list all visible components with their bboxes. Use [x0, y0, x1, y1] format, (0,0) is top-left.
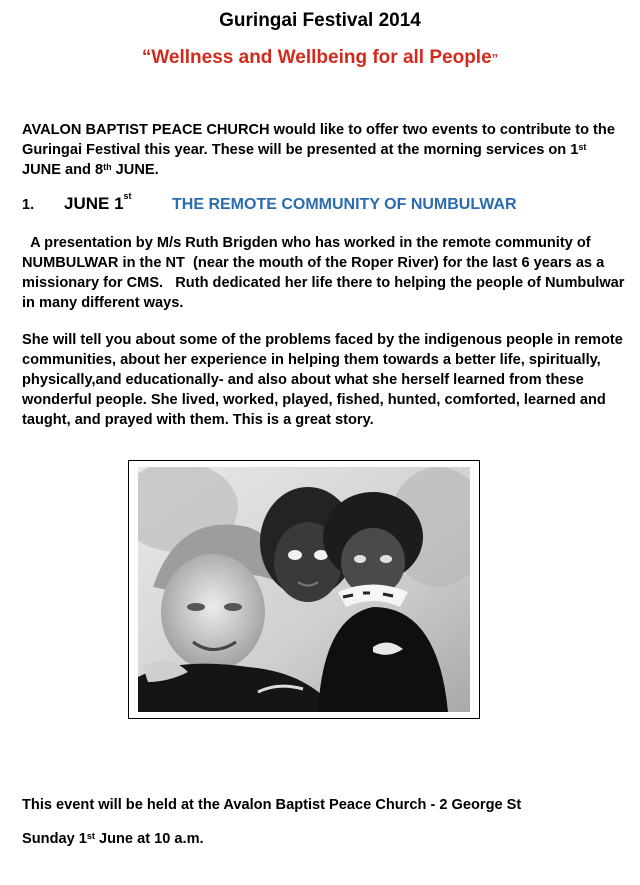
- intro-paragraph: [22, 120, 627, 180]
- page-title: Guringai Festival 2014: [219, 10, 421, 31]
- subtitle-close-quote: ”: [491, 51, 499, 66]
- event-date-sup: st: [123, 191, 132, 201]
- page-subtitle: [0, 47, 640, 69]
- event-location: This event will be held at the Avalon Baptist Peace Church - 2 George St: [22, 797, 522, 813]
- event-topic: THE REMOTE COMMUNITY OF NUMBULWAR: [172, 196, 517, 213]
- intro-mid-text: JUNE and 8: [22, 162, 104, 178]
- event-date-text: JUNE 1: [64, 194, 124, 213]
- photo-of-missionary-with-children-icon: [138, 467, 470, 712]
- story-paragraph: She will tell you about some of the problems faced by the indigenous people in remote communities, about her experience in helping them towards a better life, spiritually, physically,and educationally- and also about what she herself learned from these wonderful people. She lived, worked, played, fished, hunted, comforted, learned and taught, and prayed with them. This is a great story.: [22, 332, 623, 428]
- event-time-prefix: Sunday 1: [22, 831, 87, 847]
- subtitle-open-quote: “: [141, 47, 152, 68]
- event-number: 1.: [22, 197, 35, 213]
- intro-text: AVALON BAPTIST PEACE CHURCH would like to offer two events to contribute to the Guringai Festival this year. These will be presented at the morning services on 1: [22, 122, 615, 158]
- event-heading: [22, 191, 627, 218]
- event-time: [22, 829, 627, 849]
- intro-sup-first: st: [578, 142, 587, 152]
- subtitle-text: Wellness and Wellbeing for all People: [151, 47, 492, 68]
- photo-frame: [128, 460, 480, 719]
- intro-sup-eighth: th: [103, 162, 112, 172]
- presentation-paragraph: A presentation by M/s Ruth Brigden who has worked in the remote community of NUMBULWAR in the NT (near the mouth of the Roper River) for the last 6 years as a missionary for CMS. Ruth dedicated her life there to helping the people of Numbulwar in many different ways.: [22, 235, 629, 311]
- event-date: [64, 191, 172, 214]
- event-time-suffix: June at 10 a.m.: [94, 831, 204, 847]
- intro-end-text: JUNE.: [111, 162, 159, 178]
- event-time-sup: st: [86, 831, 95, 841]
